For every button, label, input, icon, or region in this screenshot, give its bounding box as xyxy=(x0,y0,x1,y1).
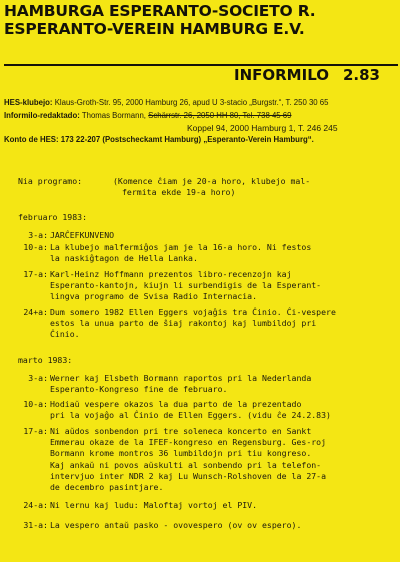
editor-new-address: Koppel 94, 2000 Hamburg 1, T. 246 245 xyxy=(187,123,338,133)
entry-text-line: Esperanto-kantojn, kiujn li surbendigis de la Esperant- xyxy=(50,280,322,291)
program-note xyxy=(113,176,310,198)
entry-text-line: la naskiĝtagon de Hella Lanka. xyxy=(50,253,198,264)
entry-text-line: Esperanto-Kongreso fine de februaro. xyxy=(50,384,228,395)
editor-label: Informilo-redaktado: xyxy=(4,111,80,120)
entry-date: 17-a: xyxy=(23,426,48,436)
entry-date: 10-a: xyxy=(23,242,48,252)
account-line xyxy=(4,135,314,144)
editor-old-address: Schärrstr. 26, 2050 HH 80, Tel. 738 45 69 xyxy=(148,111,292,120)
entry-text-line: Dum somero 1982 Ellen Eggers vojaĝis tra Ĉinio. Ĉi-vespere xyxy=(50,307,336,317)
entry-text-line: Hodiaŭ vespere okazos la dua parto de la prezentado xyxy=(50,399,302,409)
entry-text-line: Karl-Heinz Hoffmann prezentos libro-recenzojn kaj xyxy=(50,269,292,279)
entry-text-line: La vespero antaŭ pasko - ovovespero (ov ov espero). xyxy=(50,520,302,530)
entry-date: 3-a: xyxy=(28,230,48,240)
entry-text-line: Ni lernu kaj ludu: Maloftaj vortoj el PIV. xyxy=(50,500,258,510)
entry-text-line: intervjuo inter NDR 2 kaj Lu Wunsch-Rolshoven de la 27-a xyxy=(50,470,327,481)
program-note-line-2: fermita ekde 19-a horo) xyxy=(122,187,236,198)
entry-text-line: lingva programo de Svisa Radio Internacia. xyxy=(50,291,258,302)
program-label: Nia programo: xyxy=(18,176,83,186)
club-label: HES-klubejo: xyxy=(4,98,53,107)
entry-date: 10-a: xyxy=(23,399,48,409)
entry-text-line: JARĈEFKUNVENO xyxy=(50,230,115,240)
club-text: Klaus-Groth-Str. 95, 2000 Hamburg 26, apud U 3-stacio „Burgstr.“, T. 250 30 65 xyxy=(54,98,329,107)
entry-date: 31-a: xyxy=(23,520,48,530)
program-note-line-1: (Komence ĉiam je 20-a horo, klubejo mal- xyxy=(113,176,311,186)
entry-text-line: Ni aŭdos sonbendon pri tre soleneca koncerto en Sankt xyxy=(50,426,312,436)
entry-text-line: Bormann krome montros 36 lumbildojn pri tiu kongreso. xyxy=(50,448,312,459)
entry-date: 3-a: xyxy=(28,373,48,383)
entry-date: 17-a: xyxy=(23,269,48,279)
account-label: Konto de HES: xyxy=(4,135,59,144)
entry-text-line: pri la vojaĝo al Ĉinio de Ellen Eggers. (vidu ĉe 24.2.83) xyxy=(50,410,331,421)
editor-line xyxy=(4,111,291,120)
entry-text-line: La klubejo malfermiĝos jam je la 16-a horo. Ni festos xyxy=(50,242,312,252)
entry-text-line: Werner kaj Elsbeth Bormann raportos pri la Nederlanda xyxy=(50,373,312,383)
bulletin-name: INFORMILO xyxy=(234,66,329,84)
entry-date: 24+a: xyxy=(23,307,48,317)
entry-text-line: estos la unua parto de ŝiaj rakontoj kaj lumbildoj pri xyxy=(50,318,317,329)
club-address xyxy=(4,98,328,107)
bulletin-number: 2.83 xyxy=(342,66,380,84)
editor-name: Thomas Bormann, xyxy=(81,111,146,120)
entry-text-line: Kaj ankaŭ ni povos aŭskulti al sonbendo pri la telefon- xyxy=(50,459,322,470)
entry-date: 24-a: xyxy=(23,500,48,510)
society-name-esperanto: HAMBURGA ESPERANTO-SOCIETO R. xyxy=(4,2,316,20)
entry-text-line: de decembro pasintjare. xyxy=(50,482,164,492)
month-heading: februaro 1983: xyxy=(18,212,88,222)
society-name-german: ESPERANTO-VEREIN HAMBURG E.V. xyxy=(4,20,305,38)
entry-text-line: Emmerau okaze de la IFEF-kongreso en Regensburg. Ges-roj xyxy=(50,437,327,448)
bulletin-title xyxy=(234,66,380,84)
account-text: 173 22-207 (Postscheckamt Hamburg) „Esperanto-Verein Hamburg“. xyxy=(60,135,314,144)
entry-text-line: Ĉinio. xyxy=(50,329,80,340)
month-heading: marto 1983: xyxy=(18,355,73,365)
